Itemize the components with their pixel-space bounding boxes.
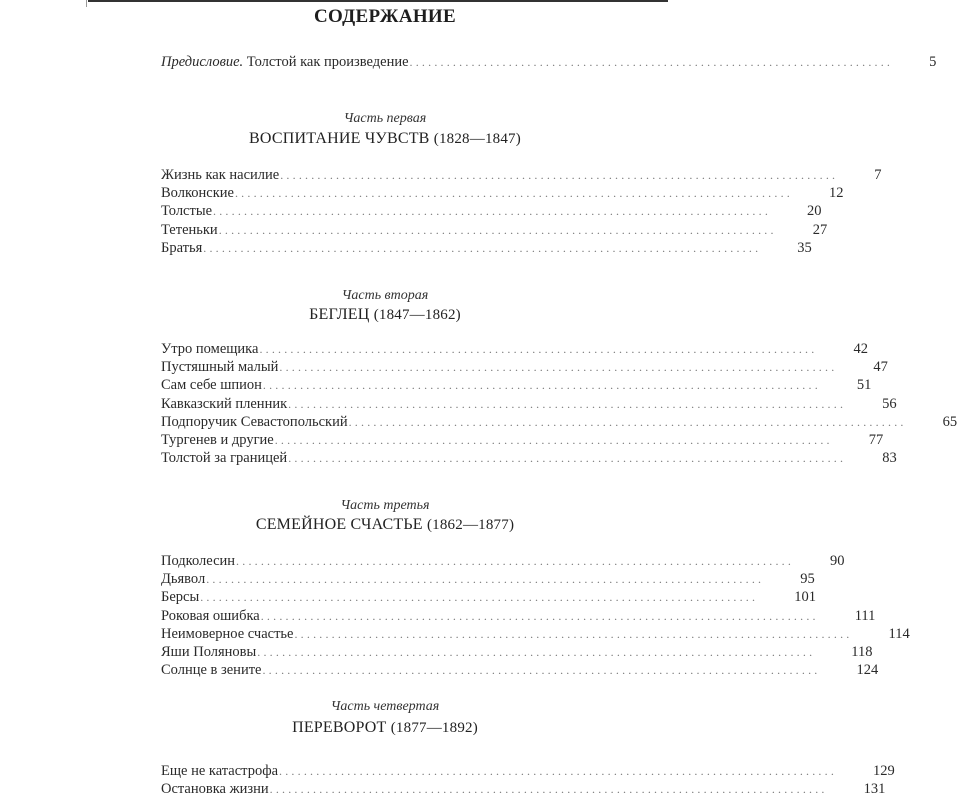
page-title: СОДЕРЖАНИЕ <box>314 6 456 27</box>
entry-title: Дьявол <box>161 571 206 588</box>
leader-dots: .......................................................................................... <box>234 186 793 201</box>
toc-entry[interactable] <box>161 643 873 661</box>
part-title <box>0 306 770 324</box>
preface-text: Толстой как произведение <box>246 54 409 70</box>
page-number: 131 <box>863 781 886 798</box>
entry-title: Братья <box>161 239 203 256</box>
leader-dots: .......................................................................................... <box>206 572 765 587</box>
page-number: 20 <box>807 203 822 220</box>
toc-entry[interactable] <box>161 202 822 220</box>
leader-dots: .......................................................................................... <box>236 554 795 568</box>
entry-title: Подпоручик Севастопольский <box>161 413 348 430</box>
part-title <box>0 516 770 534</box>
part-title-text: ВОСПИТАНИЕ ЧУВСТВ <box>249 130 430 147</box>
entry-title: Кавказский пленник <box>161 395 288 412</box>
entry-title: Солнце в зените <box>161 662 262 679</box>
page-number: 95 <box>800 571 815 588</box>
part-title-text: БЕГЛЕЦ <box>309 306 370 323</box>
entry-title: Яши Поляновы <box>161 644 257 660</box>
part-label: Часть вторая <box>341 288 429 303</box>
page-number: 42 <box>853 341 868 357</box>
page-number: 124 <box>856 662 879 679</box>
preface-italic: Предисловие. <box>161 54 244 70</box>
entry-title: Пустяшный малый <box>161 359 279 376</box>
entry-title: Жизнь как насилие <box>161 167 280 183</box>
leader-dots: .......................................................................................... <box>294 626 853 641</box>
toc-entry[interactable] <box>161 431 884 449</box>
leader-dots: .......................................................................................... <box>200 590 759 605</box>
leader-dots: .......................................................................................... <box>260 608 819 623</box>
leader-dots: .......................................................................................... <box>262 663 821 678</box>
page-number: 118 <box>851 644 873 660</box>
entry-title: Толстой за границей <box>161 450 288 467</box>
leader-dots: .............................................................................. <box>409 55 894 69</box>
part-years: (1877—1892) <box>390 720 478 736</box>
toc-entry[interactable] <box>161 221 828 239</box>
toc-entry[interactable] <box>161 340 868 358</box>
leader-dots: .......................................................................................... <box>288 451 847 466</box>
page-number: 90 <box>830 553 845 569</box>
toc-entry[interactable] <box>161 358 888 376</box>
toc-entry[interactable] <box>161 239 812 257</box>
page-number: 56 <box>882 395 897 412</box>
part-years: (1862—1877) <box>426 517 515 533</box>
leader-dots: .......................................................................................... <box>288 396 847 411</box>
leader-dots: .......................................................................................... <box>279 360 838 375</box>
entry-title: Роковая ошибка <box>161 607 260 624</box>
toc-entry[interactable] <box>161 762 895 780</box>
toc-entry[interactable] <box>161 588 816 606</box>
leader-dots: .......................................................................................... <box>274 433 833 447</box>
entry-title: Сам себе шпион <box>161 377 262 394</box>
part-title <box>0 719 770 737</box>
page-number: 111 <box>854 607 876 624</box>
page-number: 77 <box>868 432 884 448</box>
toc-entry[interactable] <box>161 376 872 394</box>
entry-title: Еще не катастрофа <box>161 763 279 779</box>
entry-title: Неимоверное счастье <box>161 625 294 642</box>
page-number: 83 <box>882 450 897 467</box>
toc-entry[interactable] <box>161 661 879 679</box>
toc-entry-preface[interactable] <box>161 53 937 71</box>
page-number: 7 <box>874 167 882 183</box>
page-number: 27 <box>812 221 828 238</box>
toc-entry[interactable] <box>161 780 886 798</box>
toc-entry[interactable] <box>161 413 957 431</box>
part-label: Часть четвертая <box>330 699 440 714</box>
page-number: 35 <box>797 239 812 256</box>
top-rule <box>88 0 668 2</box>
entry-title: Берсы <box>161 589 200 606</box>
toc-entry[interactable] <box>161 625 910 643</box>
page-number: 47 <box>873 359 888 376</box>
leader-dots: .......................................................................................... <box>279 764 838 778</box>
toc-entry[interactable] <box>161 449 897 467</box>
part-title-text: СЕМЕЙНОЕ СЧАСТЬЕ <box>255 516 423 533</box>
part-years: (1828—1847) <box>433 131 521 147</box>
toc-entry[interactable] <box>161 395 897 413</box>
leader-dots: .......................................................................................... <box>213 204 772 219</box>
leader-dots: .......................................................................................... <box>280 168 839 182</box>
entry-title: Утро помещика <box>161 341 259 357</box>
page-number: 114 <box>888 625 910 642</box>
toc-entry[interactable] <box>161 607 876 625</box>
entry-title: Остановка жизни <box>161 781 269 798</box>
entry-title: Подколесин <box>161 553 236 569</box>
leader-dots: .......................................................................................... <box>257 645 816 659</box>
entry-title: Тетеньки <box>161 221 218 238</box>
entry-title: Толстые <box>161 203 213 220</box>
leader-dots: .......................................................................................... <box>269 782 828 797</box>
leader-dots: .......................................................................................... <box>218 222 777 237</box>
page-number: 5 <box>929 54 937 70</box>
toc-entry[interactable] <box>161 552 845 570</box>
toc-entry[interactable] <box>161 570 815 588</box>
part-label: Часть третья <box>340 498 430 513</box>
entry-title: Волконские <box>161 185 234 202</box>
part-title <box>0 130 770 148</box>
part-label: Часть первая <box>343 111 427 126</box>
leader-dots: .......................................................................................... <box>348 414 907 429</box>
page-number: 101 <box>794 589 816 606</box>
leader-dots: .......................................................................................... <box>259 342 818 356</box>
toc-entry[interactable] <box>161 184 844 202</box>
page-number: 51 <box>856 377 872 394</box>
part-years: (1847—1862) <box>373 307 461 323</box>
leader-dots: .......................................................................................... <box>203 240 762 255</box>
entry-title: Тургенев и другие <box>161 432 274 448</box>
part-title-text: ПЕРЕВОРОТ <box>292 719 387 736</box>
page-number: 65 <box>942 413 957 430</box>
page-number: 129 <box>873 763 895 779</box>
toc-entry[interactable] <box>161 166 882 184</box>
leader-dots: .......................................................................................... <box>262 378 821 393</box>
page-number: 12 <box>828 185 844 202</box>
